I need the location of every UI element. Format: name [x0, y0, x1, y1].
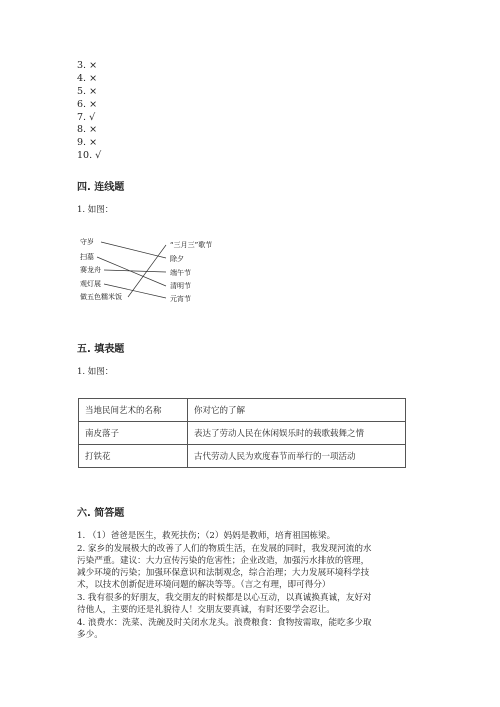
table-cell: 南皮落子 — [79, 422, 188, 445]
answer-item: 8. × — [77, 124, 98, 136]
section5-note: 1. 如图： — [77, 367, 114, 377]
table-row — [79, 422, 406, 445]
table-cell: 表达了劳动人民在休闲娱乐时的载歌载舞之情 — [188, 422, 406, 445]
answer-line: 术，以技术创新促进环境问题的解决等等。（言之有理，即可得分） — [77, 580, 331, 590]
table-row — [79, 399, 406, 422]
right-item: 端午节 — [170, 269, 191, 277]
match-line — [104, 284, 166, 298]
answer-line: 多少。 — [77, 630, 103, 640]
answer-item: 9. × — [77, 137, 98, 149]
table-cell: 古代劳动人民为欢度春节而举行的一项活动 — [188, 445, 406, 468]
right-item: 元宵节 — [170, 295, 191, 303]
right-item: 清明节 — [170, 282, 191, 290]
section4-title: 四. 连线题 — [77, 182, 125, 193]
section4-note: 1. 如图： — [77, 205, 114, 215]
answer-line: 4. 浪费水：洗菜、洗碗及时关闭水龙头。浪费粮食：食物按需取，能吃多少取 — [77, 618, 372, 628]
answer-item: 7. √ — [77, 111, 96, 123]
answer-item: 5. × — [77, 85, 98, 97]
answer-item: 4. × — [77, 72, 98, 84]
left-item: 做五色糯米饭 — [80, 293, 122, 301]
folk-art-table — [78, 398, 406, 468]
answer-line: 3. 我有很多的好朋友，我交朋友的时候都是以心互动，以真诚换真诚，友好对 — [77, 593, 372, 603]
table-cell: 打铁花 — [79, 445, 188, 468]
answer-line: 待他人，主要的还是礼貌待人！交朋友要真诚，有时还要学会忍让。 — [77, 605, 335, 615]
match-line — [101, 242, 166, 258]
left-item: 扫墓 — [80, 253, 94, 261]
section5-title: 五. 填表题 — [77, 344, 125, 355]
answer-item: 10. √ — [77, 150, 102, 162]
answer-line: 减少环境的污染；加强环保意识和法制观念，综合治理；大力发展环境科学技 — [77, 568, 370, 578]
table-header-cell: 当地民间艺术的名称 — [79, 399, 188, 422]
answer-line: 1. （1）爸爸是医生，救死扶伤；（2）妈妈是教师，培育祖国栋梁。 — [77, 531, 336, 541]
left-item: 守岁 — [80, 238, 94, 246]
left-item: 赛龙舟 — [80, 266, 101, 274]
right-item: “三月三”歌节 — [170, 241, 213, 249]
section6-title: 六. 简答题 — [77, 508, 125, 519]
table-header-cell: 你对它的了解 — [188, 399, 406, 422]
table-row — [79, 445, 406, 468]
answer-line: 2. 家乡的发展极大的改善了人们的物质生活，在发展的同时，我发现河流的水 — [77, 544, 372, 554]
answer-item: 6. × — [77, 98, 98, 110]
right-item: 除夕 — [170, 255, 184, 263]
answer-line: 污染严重。建议：大力宣传污染的危害性；企业改造，加强污水排放的管理， — [77, 556, 370, 566]
answer-item: 3. × — [77, 60, 98, 71]
left-item: 观灯展 — [80, 280, 101, 288]
match-line — [104, 270, 166, 272]
